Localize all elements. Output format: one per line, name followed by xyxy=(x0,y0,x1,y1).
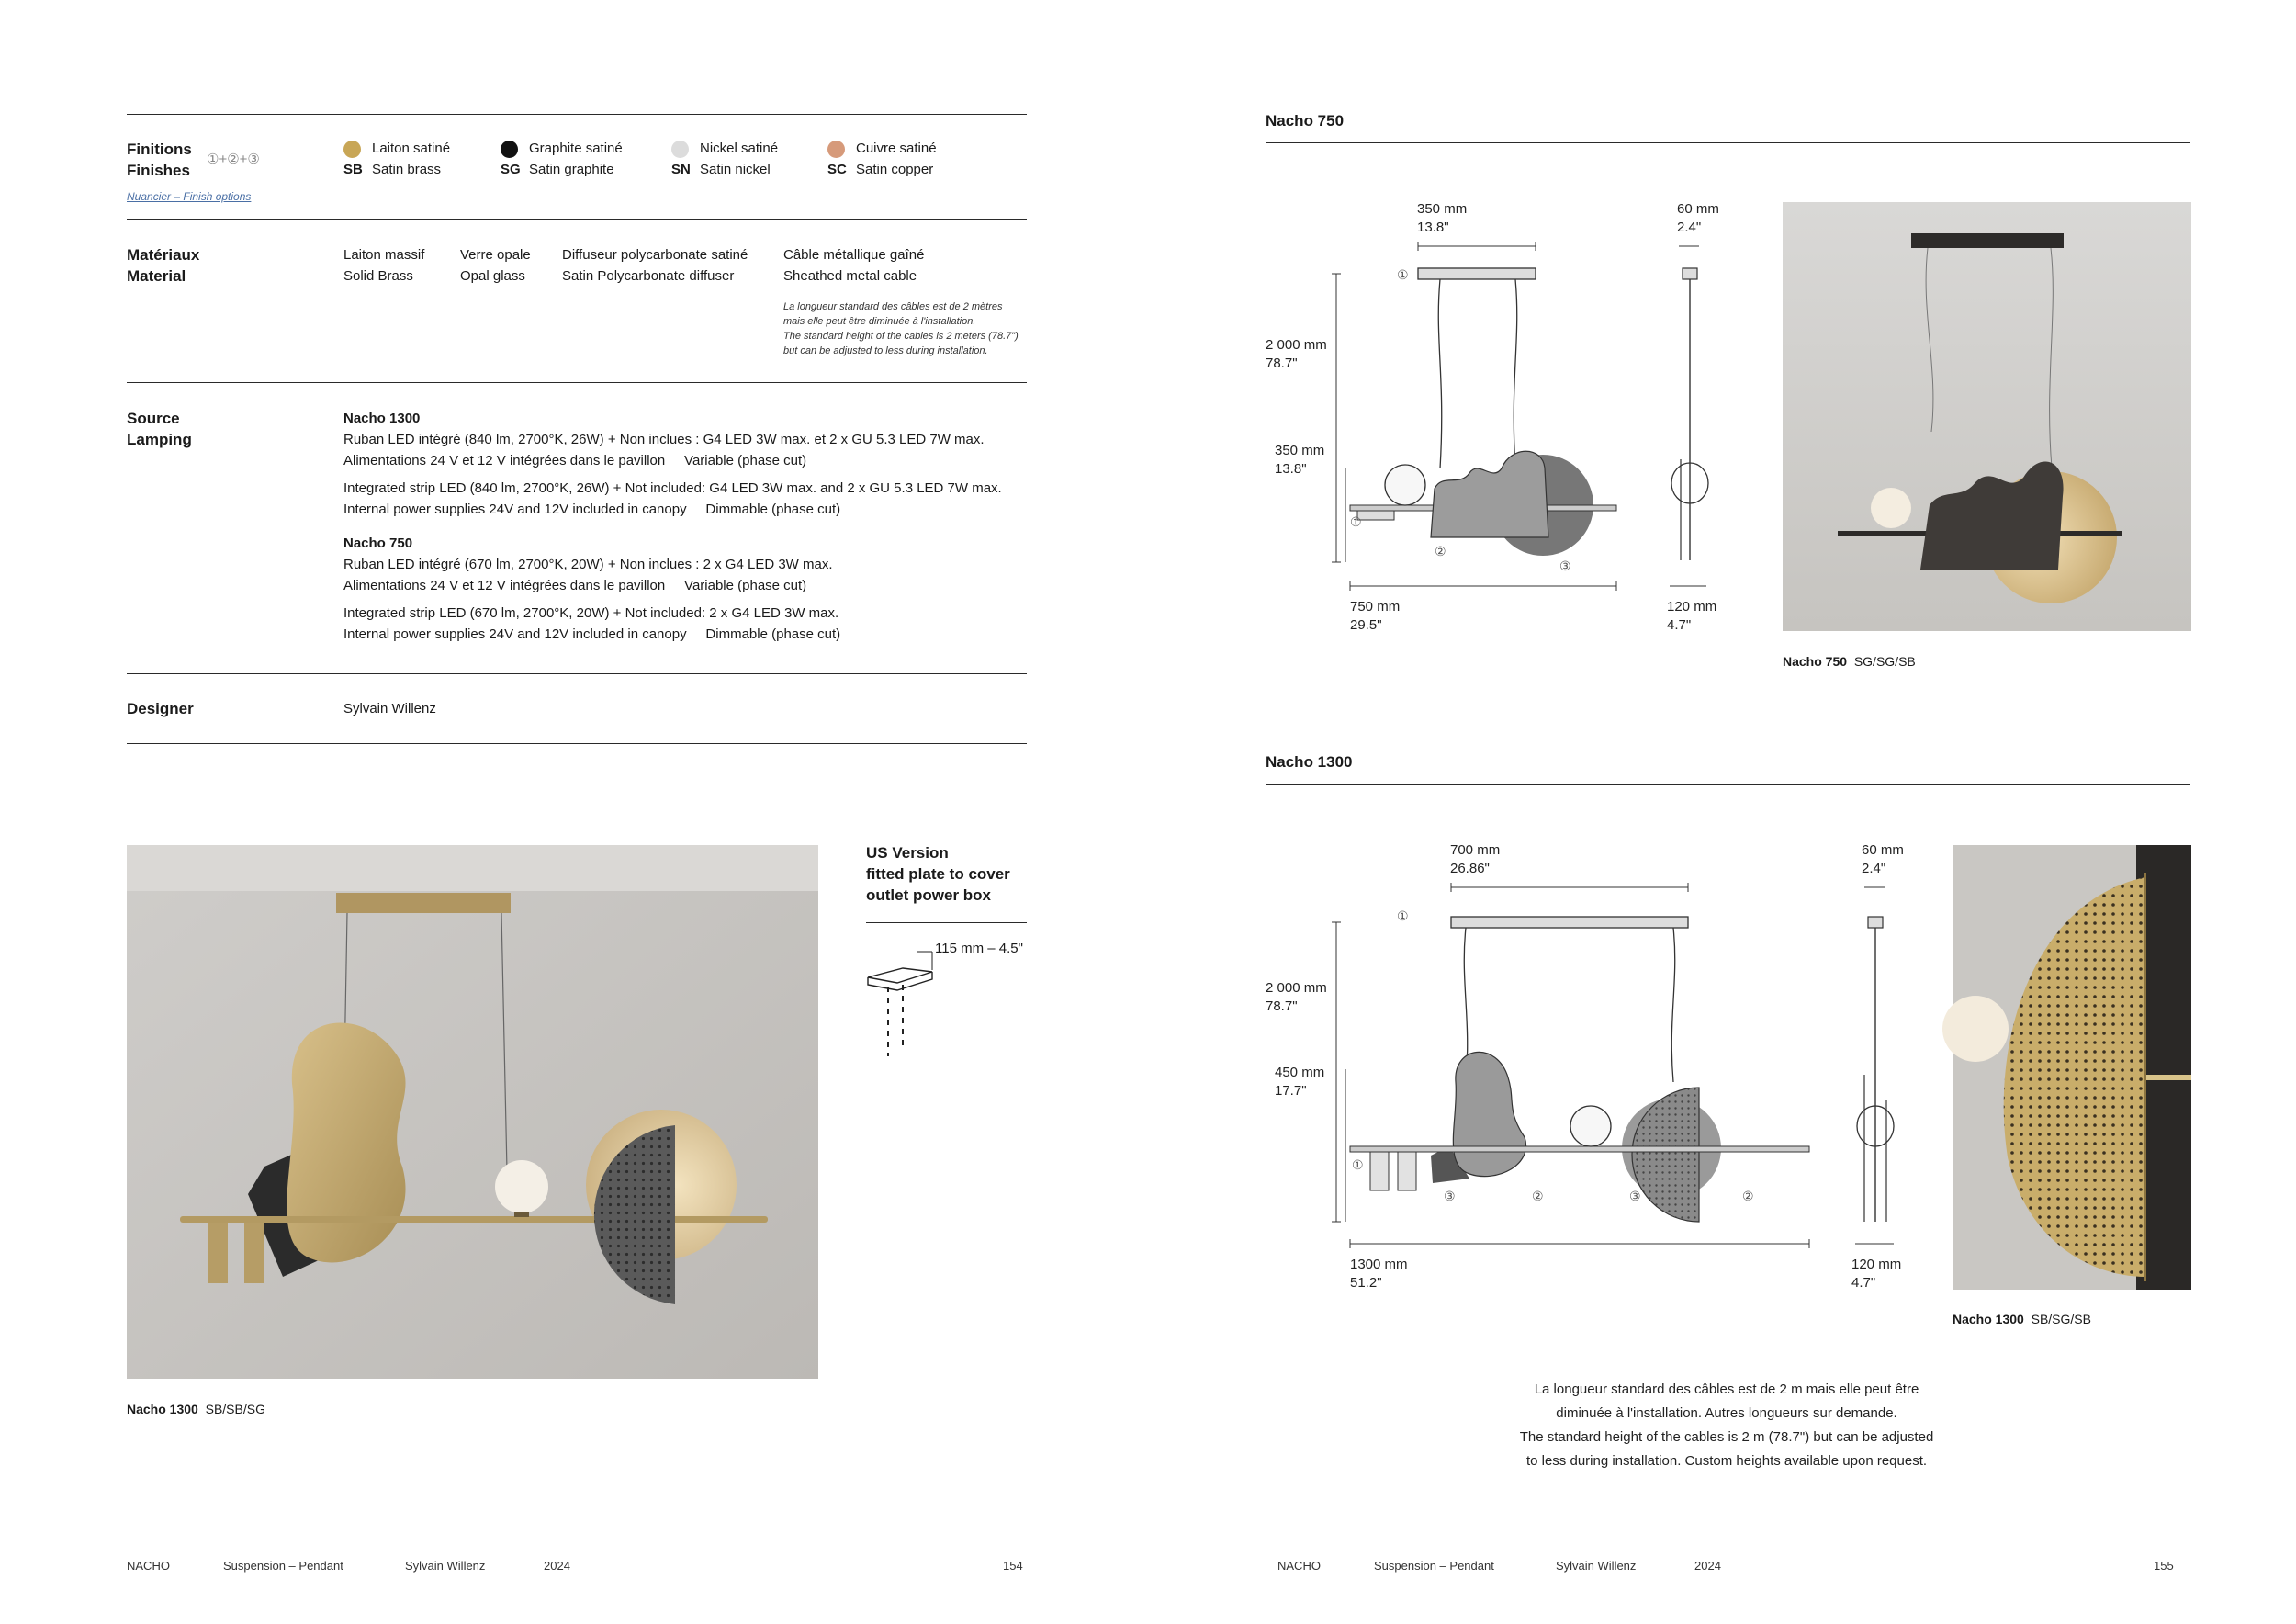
finish-item-sg: Graphite satiné SG Satin graphite xyxy=(501,141,623,177)
divider xyxy=(1266,142,2190,143)
marker-1: ① xyxy=(1397,267,1409,282)
nacho-750-photo xyxy=(1783,202,2191,631)
material-item: Diffuseur polycarbonate satiné Satin Polycarbonate diffuser xyxy=(562,247,748,284)
divider xyxy=(127,743,1027,744)
swatch-nickel-icon xyxy=(671,141,689,158)
dim-1300-bottom-width: 1300 mm 51.2" xyxy=(1350,1257,1408,1291)
marker-2: ② xyxy=(1742,1189,1754,1203)
us-version-title: US Version fitted plate to cover outlet power box xyxy=(866,844,1010,904)
nacho-1300-technical-drawing xyxy=(1332,880,1901,1257)
material-item: Laiton massif Solid Brass xyxy=(343,247,425,284)
marker-1: ① xyxy=(1352,1157,1364,1172)
divider xyxy=(127,114,1027,115)
swatch-graphite-icon xyxy=(501,141,518,158)
us-plate-dimension: 115 mm – 4.5" xyxy=(935,941,1023,956)
cable-note: La longueur standard des câbles est de 2 mètres mais elle peut être diminuée à l'installation. The standard height of the cables is 2 meters (78.7") but can be adjusted to less during installation. xyxy=(783,301,1019,356)
finishes-label: Finitions Finishes xyxy=(127,141,192,179)
footer-type: Suspension – Pendant xyxy=(1374,1559,1494,1573)
photo-caption: Nacho 1300 SB/SB/SG xyxy=(127,1402,265,1416)
dim-1300-bottom-depth: 120 mm 4.7" xyxy=(1851,1257,1902,1291)
swatch-brass-icon xyxy=(343,141,361,158)
finish-item-sc: Cuivre satiné SC Satin copper xyxy=(827,141,937,177)
footer-page-number: 154 xyxy=(1003,1559,1023,1573)
dim-750-top-width: 350 mm 13.8" xyxy=(1417,201,1468,235)
footer-designer: Sylvain Willenz xyxy=(1556,1559,1637,1573)
dim-750-total-height: 2 000 mm 78.7" xyxy=(1266,337,1327,371)
footer-year: 2024 xyxy=(1694,1559,1721,1573)
divider xyxy=(127,382,1027,383)
material-label: Matériaux Material xyxy=(127,246,200,285)
cable-length-note: La longueur standard des câbles est de 2 m mais elle peut être diminuée à l'installation. Autres longueurs sur demande. The standard height of the cables is 2 m (78.7") but can be adjusted to less during installation. Custom heights available upon request. xyxy=(1519,1382,1934,1469)
footer-year: 2024 xyxy=(544,1559,570,1573)
dim-750-bottom-depth: 120 mm 4.7" xyxy=(1667,599,1717,633)
nacho-1300-caption: Nacho 1300 SB/SG/SB xyxy=(1953,1312,2091,1326)
marker-3: ③ xyxy=(1629,1189,1641,1203)
footer-brand: NACHO xyxy=(1277,1559,1321,1573)
finish-item-sn: Nickel satiné SN Satin nickel xyxy=(671,141,779,177)
dim-1300-top-width: 700 mm 26.86" xyxy=(1450,842,1501,876)
dim-1300-top-depth: 60 mm 2.4" xyxy=(1862,842,1904,876)
nacho-750-technical-drawing xyxy=(1332,239,1717,597)
nacho-1300-title: Nacho 1300 xyxy=(1266,753,1353,771)
divider xyxy=(866,922,1027,923)
footer-page-number: 155 xyxy=(2154,1559,2174,1573)
finish-options-link[interactable]: Nuancier – Finish options xyxy=(127,190,252,203)
nacho-750-title: Nacho 750 xyxy=(1266,112,1345,130)
divider xyxy=(127,673,1027,674)
footer-type: Suspension – Pendant xyxy=(223,1559,343,1573)
marker-3: ③ xyxy=(1559,558,1571,573)
dim-1300-total-height: 2 000 mm 78.7" xyxy=(1266,980,1327,1014)
material-item: Verre opale Opal glass xyxy=(460,247,531,284)
nacho-1300-photo xyxy=(127,845,818,1379)
marker-1: ① xyxy=(1397,908,1409,923)
dim-1300-shade-height: 450 mm 17.7" xyxy=(1275,1065,1325,1099)
nacho-750-caption: Nacho 750 SG/SG/SB xyxy=(1783,654,1916,669)
divider xyxy=(127,219,1027,220)
marker-2: ② xyxy=(1532,1189,1544,1203)
marker-2: ② xyxy=(1435,544,1446,558)
marker-1: ① xyxy=(1350,514,1362,529)
divider xyxy=(1266,784,2190,785)
us-plate-drawing xyxy=(866,946,940,1061)
designer-label: Designer xyxy=(127,700,194,717)
finish-item-sb: Laiton satiné SB Satin brass xyxy=(343,141,451,177)
designer-name: Sylvain Willenz xyxy=(343,701,436,716)
footer-brand: NACHO xyxy=(127,1559,170,1573)
dim-750-top-depth: 60 mm 2.4" xyxy=(1677,201,1719,235)
footer-designer: Sylvain Willenz xyxy=(405,1559,486,1573)
material-item: Câble métallique gaîné Sheathed metal cable xyxy=(783,247,925,284)
nacho-1300-detail-photo xyxy=(1953,845,2191,1290)
dim-750-bottom-width: 750 mm 29.5" xyxy=(1350,599,1401,633)
source-label: Source Lamping xyxy=(127,410,192,448)
source-specs: Nacho 1300 Ruban LED intégré (840 lm, 2700°K, 26W) + Non inclues : G4 LED 3W max. et 2 x GU 5.3 LED 7W max. Alimentations 24 V et 12 V intégrées dans le pavillon Variable (phase cut) Integrated strip LED (840 lm, 2700°K, 26W) + Not included: G4 LED 3W max. and 2 x GU 5.3 LED 7W max. Internal power supplies 24V and 12V included in canopy Dimmable (phase cut) Nacho 750 Ruban LED intégré (670 lm, 2700°K, 20W) + Non inclues : 2 x G4 LED 3W max. Alimentations 24 V et 12 V intégrées dans le pavillon Variable (phase cut) Integrated strip LED (670 lm, 2700°K, 20W) + Not included: 2 x G4 LED 3W max. Internal power supplies 24V and 12V included in canopy Dimmable (phase cut) xyxy=(343,411,1002,642)
finish-steps: ①+②+③ xyxy=(207,152,260,167)
dim-750-shade-height: 350 mm 13.8" xyxy=(1275,443,1325,477)
swatch-copper-icon xyxy=(827,141,845,158)
marker-3: ③ xyxy=(1444,1189,1456,1203)
